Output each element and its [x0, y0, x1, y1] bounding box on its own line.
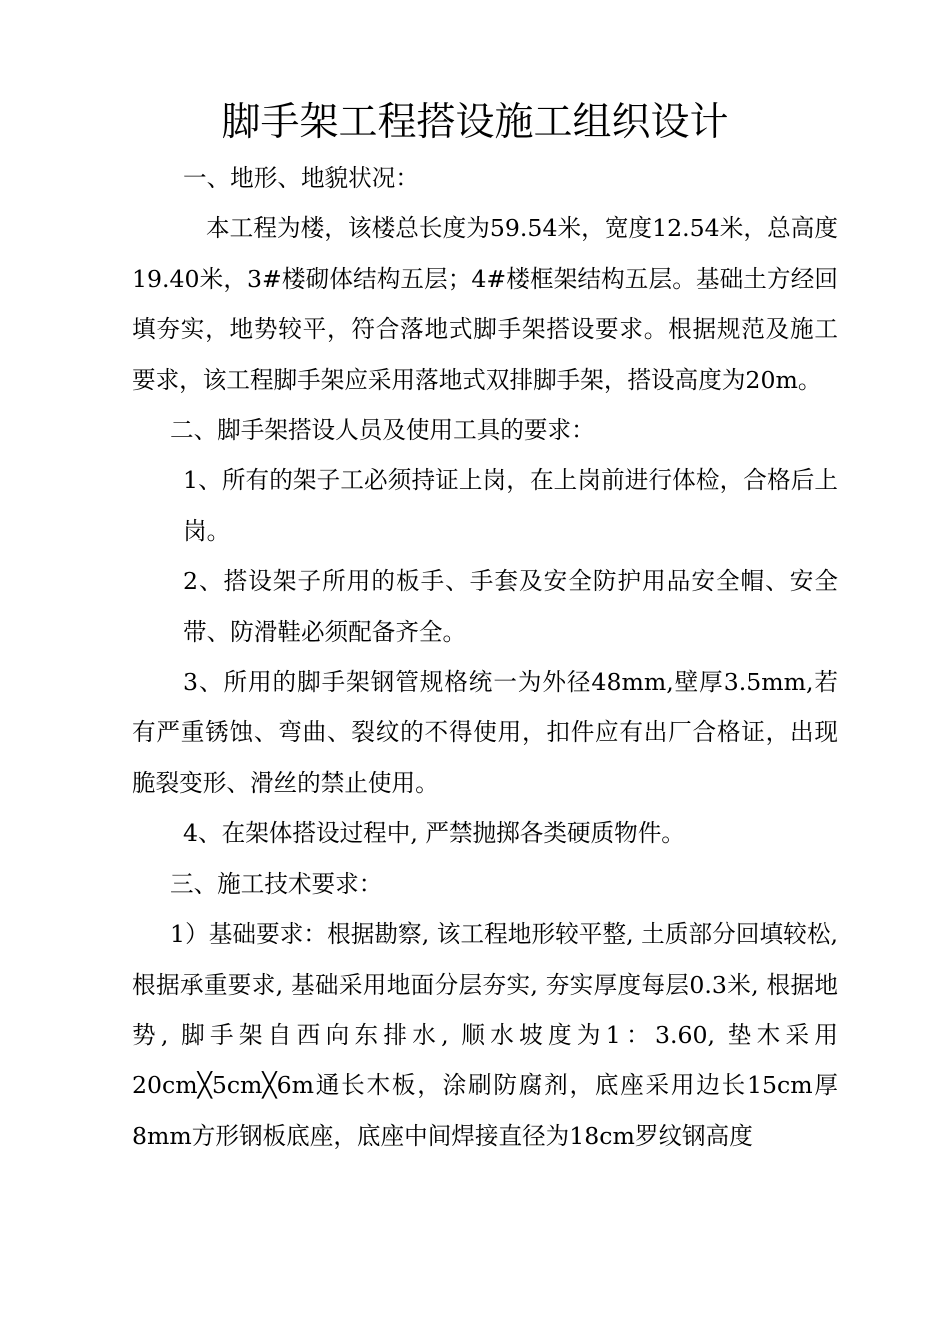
- section-2-item-3: 3、所用的脚手架钢管规格统一为外径48mm,壁厚3.5mm,若有严重锈蚀、弯曲、裂纹的不得使用，扣件应有出厂合格证，出现脆裂变形、滑丝的禁止使用。: [132, 668, 838, 797]
- section-2-item-1: 1、所有的架子工必须持证上岗，在上岗前进行体检，合格后上岗。: [183, 466, 838, 545]
- section-1-paragraph: 本工程为楼，该楼总长度为59.54米，宽度12.54米，总高度19.40米，3#楼砌体结构五层；4#楼框架结构五层。基础土方经回填夯实，地势较平，符合落地式脚手架搭设要求。根据规范及施工要求，该工程脚手架应采用落地式双排脚手架，搭设高度为20m。: [132, 214, 838, 394]
- section-2-item-2: 2、搭设架子所用的板手、手套及安全防护用品安全帽、安全带、防滑鞋必须配备齐全。: [183, 567, 838, 646]
- section-3-item-1: 1）基础要求：根据勘察, 该工程地形较平整, 土质部分回填较松, 根据承重要求, 基础采用地面分层夯实, 夯实厚度每层0.3米, 根据地势, 脚手架自西向东排水, 顺水坡度为1：3.60, 垫木采用20cm╳5cm╳6m通长木板，涂刷防腐剂，底座采用边长15cm厚8mm方形钢板底座，底座中间焊接直径为18cm罗纹钢高度: [132, 920, 838, 1150]
- section-1-heading: 一、地形、地貌状况：: [183, 164, 419, 192]
- section-3-heading: 三、施工技术要求：: [170, 869, 383, 898]
- document-body: [132, 153, 838, 1161]
- document-title: 脚手架工程搭设施工组织设计: [221, 100, 729, 145]
- section-2-heading: 二、脚手架搭设人员及使用工具的要求：: [170, 416, 595, 445]
- section-2-item-4: 4、在架体搭设过程中, 严禁抛掷各类硬质物件。: [183, 819, 685, 848]
